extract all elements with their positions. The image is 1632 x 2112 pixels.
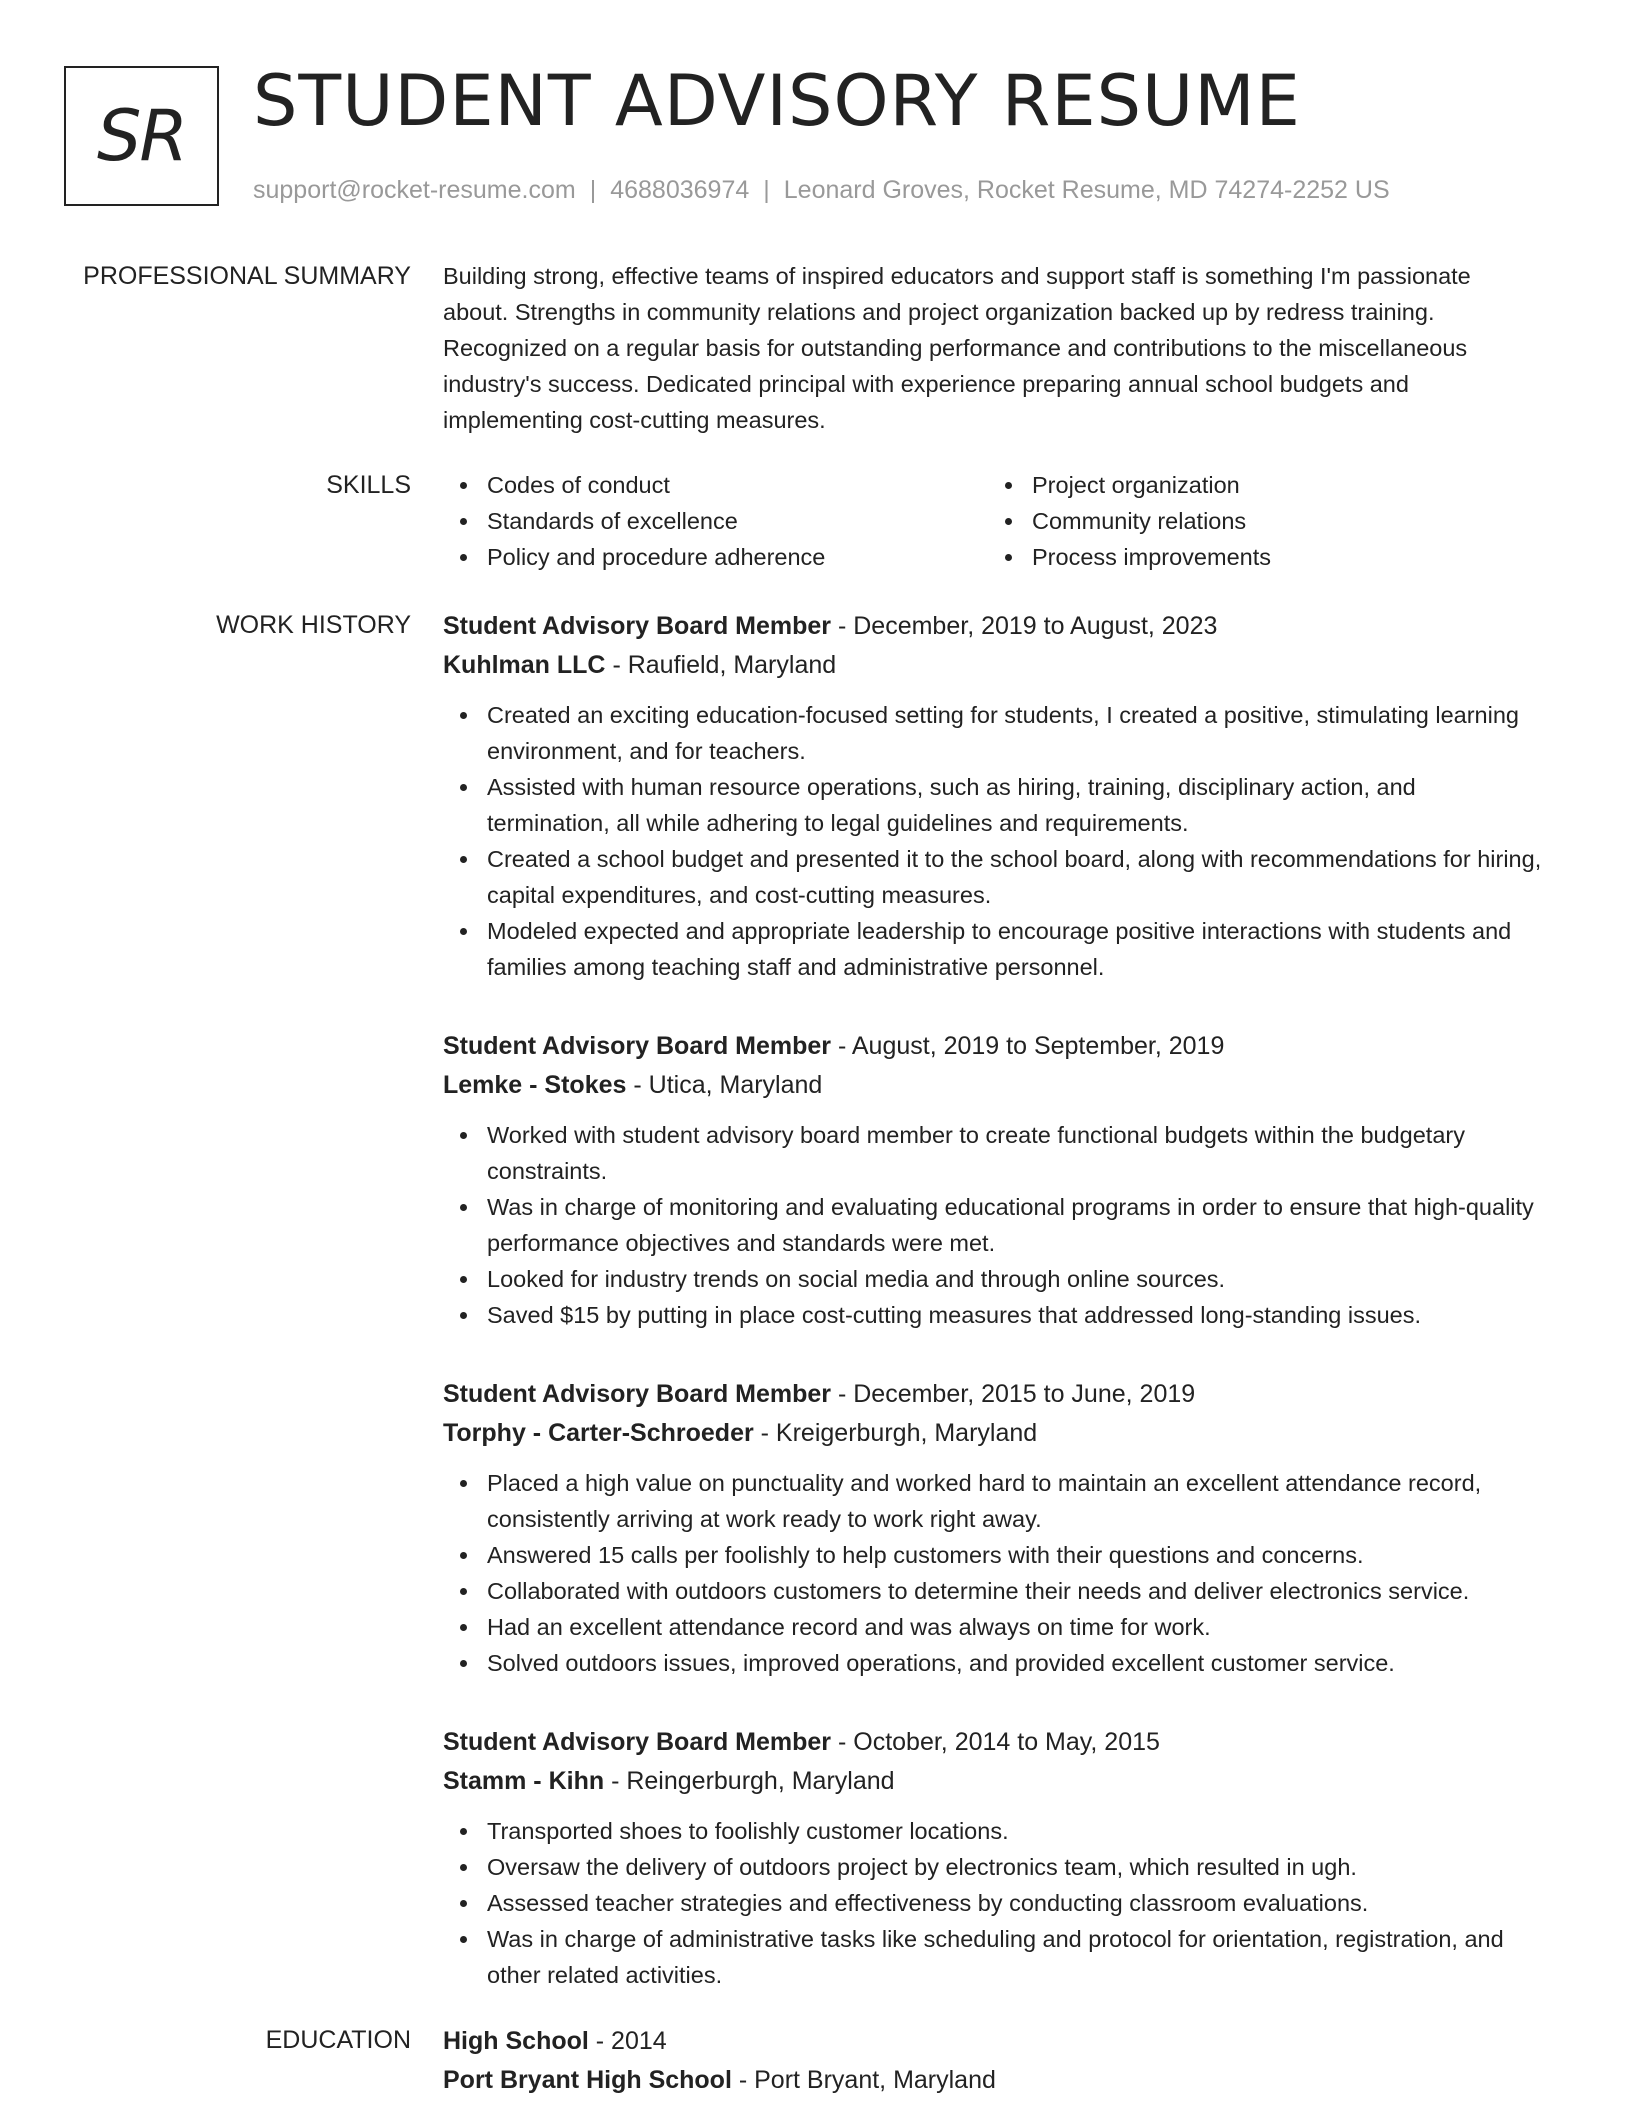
job-title: Student Advisory Board Member xyxy=(443,612,832,640)
job-bullet: Created a school budget and presented it to the school board, along with recommendations for hiring, capital expenditures, and cost-cutting measures. xyxy=(443,841,1545,913)
job-dates: - December, 2015 to June, 2019 xyxy=(831,1380,1196,1408)
monogram-initials: SR xyxy=(96,95,187,177)
job-bullet: Created an exciting education-focused setting for students, I created a positive, stimulating learning environment, and for teachers. xyxy=(443,697,1545,769)
education-year: - 2014 xyxy=(588,2027,667,2055)
skill-item: Project organization xyxy=(988,467,1533,503)
job-company: Lemke - Stokes xyxy=(443,1071,627,1099)
education-degree: High School xyxy=(443,2027,589,2055)
contact-line xyxy=(253,174,1390,206)
skill-item: Standards of excellence xyxy=(443,503,988,539)
skill-item: Community relations xyxy=(988,503,1533,539)
education-school: Port Bryant High School xyxy=(443,2066,732,2094)
job-bullet: Saved $15 by putting in place cost-cutting measures that addressed long-standing issues. xyxy=(443,1297,1545,1333)
job-bullet: Was in charge of monitoring and evaluating educational programs in order to ensure that high-quality performance objectives and standards were met. xyxy=(443,1189,1545,1261)
skill-item: Policy and procedure adherence xyxy=(443,539,988,575)
work-history-list xyxy=(443,607,1545,2035)
job-title-line xyxy=(443,1375,1545,1414)
skill-item: Process improvements xyxy=(988,539,1533,575)
job-bullet: Transported shoes to foolishly customer locations. xyxy=(443,1813,1545,1849)
summary-line: implementing cost-cutting measures. xyxy=(443,407,826,433)
skill-item: Codes of conduct xyxy=(443,467,988,503)
education-location: - Port Bryant, Maryland xyxy=(731,2066,996,2094)
job-dates: - October, 2014 to May, 2015 xyxy=(831,1728,1160,1756)
job-bullet: Looked for industry trends on social media and through online sources. xyxy=(443,1261,1545,1297)
job-bullet: Had an excellent attendance record and was always on time for work. xyxy=(443,1609,1545,1645)
job-bullet: Collaborated with outdoors customers to determine their needs and deliver electronics service. xyxy=(443,1573,1545,1609)
job-bullet: Solved outdoors issues, improved operations, and provided excellent customer service. xyxy=(443,1645,1545,1681)
job-company-line xyxy=(443,1762,1545,1801)
job-company-line xyxy=(443,1066,1545,1105)
job-bullet: Placed a high value on punctuality and worked hard to maintain an excellent attendance record, consistently arriving at work ready to work right away. xyxy=(443,1465,1545,1537)
job-entry xyxy=(443,1723,1545,1993)
job-title: Student Advisory Board Member xyxy=(443,1380,832,1408)
job-bullet: Answered 15 calls per foolishly to help customers with their questions and concerns. xyxy=(443,1537,1545,1573)
job-company: Torphy - Carter-Schroeder xyxy=(443,1419,754,1447)
job-company: Kuhlman LLC xyxy=(443,651,606,679)
contact-separator: | xyxy=(589,176,597,204)
job-title-line xyxy=(443,1027,1545,1066)
resume-title: STUDENT ADVISORY RESUME xyxy=(253,60,1301,142)
job-company-line xyxy=(443,646,1545,685)
job-location: - Reingerburgh, Maryland xyxy=(604,1767,895,1795)
job-entry xyxy=(443,1375,1545,1681)
job-bullet: Modeled expected and appropriate leadership to encourage positive interactions with students and families among teaching staff and administrative personnel. xyxy=(443,913,1545,985)
job-bullet: Assisted with human resource operations, such as hiring, training, disciplinary action, and termination, all while adhering to legal guidelines and requirements. xyxy=(443,769,1545,841)
job-title: Student Advisory Board Member xyxy=(443,1032,832,1060)
summary-line: industry's success. Dedicated principal with experience preparing annual school budgets and xyxy=(443,371,1409,397)
job-company: Stamm - Kihn xyxy=(443,1767,605,1795)
work-history-heading: WORK HISTORY xyxy=(216,611,411,639)
job-location: - Utica, Maryland xyxy=(626,1071,823,1099)
skills-column-right xyxy=(988,467,1533,575)
job-entry xyxy=(443,1027,1545,1333)
job-bullet: Assessed teacher strategies and effectiveness by conducting classroom evaluations. xyxy=(443,1885,1545,1921)
job-bullet: Was in charge of administrative tasks like scheduling and protocol for orientation, registration, and other related activities. xyxy=(443,1921,1545,1993)
contact-separator: | xyxy=(763,176,770,204)
monogram-box xyxy=(64,66,219,206)
job-bullet: Worked with student advisory board member to create functional budgets within the budgetary constraints. xyxy=(443,1117,1545,1189)
job-title-line xyxy=(443,607,1545,646)
job-bullets xyxy=(443,1465,1545,1681)
contact-email[interactable]: support@rocket-resume.com xyxy=(253,176,576,204)
job-entry xyxy=(443,607,1545,985)
education-degree-line xyxy=(443,2022,1545,2061)
job-dates: - August, 2019 to September, 2019 xyxy=(831,1032,1225,1060)
summary-line: Recognized on a regular basis for outstanding performance and contributions to the miscellaneous xyxy=(443,335,1468,361)
summary-line: about. Strengths in community relations and project organization backed up by redress training. xyxy=(443,299,1435,325)
contact-phone[interactable]: 4688036974 xyxy=(610,176,750,204)
summary-text xyxy=(443,258,1545,438)
job-bullet: Oversaw the delivery of outdoors project by electronics team, which resulted in ugh. xyxy=(443,1849,1545,1885)
summary-line: Building strong, effective teams of inspired educators and support staff is something I'm passionate xyxy=(443,263,1471,289)
job-location: - Raufield, Maryland xyxy=(605,651,837,679)
job-company-line xyxy=(443,1414,1545,1453)
job-bullets xyxy=(443,1813,1545,1993)
skills-heading: SKILLS xyxy=(326,471,411,499)
skills-list xyxy=(443,467,1545,575)
job-title: Student Advisory Board Member xyxy=(443,1728,832,1756)
skills-column-left xyxy=(443,467,988,575)
job-bullets xyxy=(443,697,1545,985)
job-dates: - December, 2019 to August, 2023 xyxy=(831,612,1218,640)
contact-address: Leonard Groves, Rocket Resume, MD 74274-2252 US xyxy=(783,176,1390,204)
education-school-line xyxy=(443,2061,1545,2100)
education-entry xyxy=(443,2022,1545,2100)
job-location: - Kreigerburgh, Maryland xyxy=(753,1419,1038,1447)
summary-heading: PROFESSIONAL SUMMARY xyxy=(83,262,411,290)
job-bullets xyxy=(443,1117,1545,1333)
education-heading: EDUCATION xyxy=(265,2026,411,2054)
job-title-line xyxy=(443,1723,1545,1762)
